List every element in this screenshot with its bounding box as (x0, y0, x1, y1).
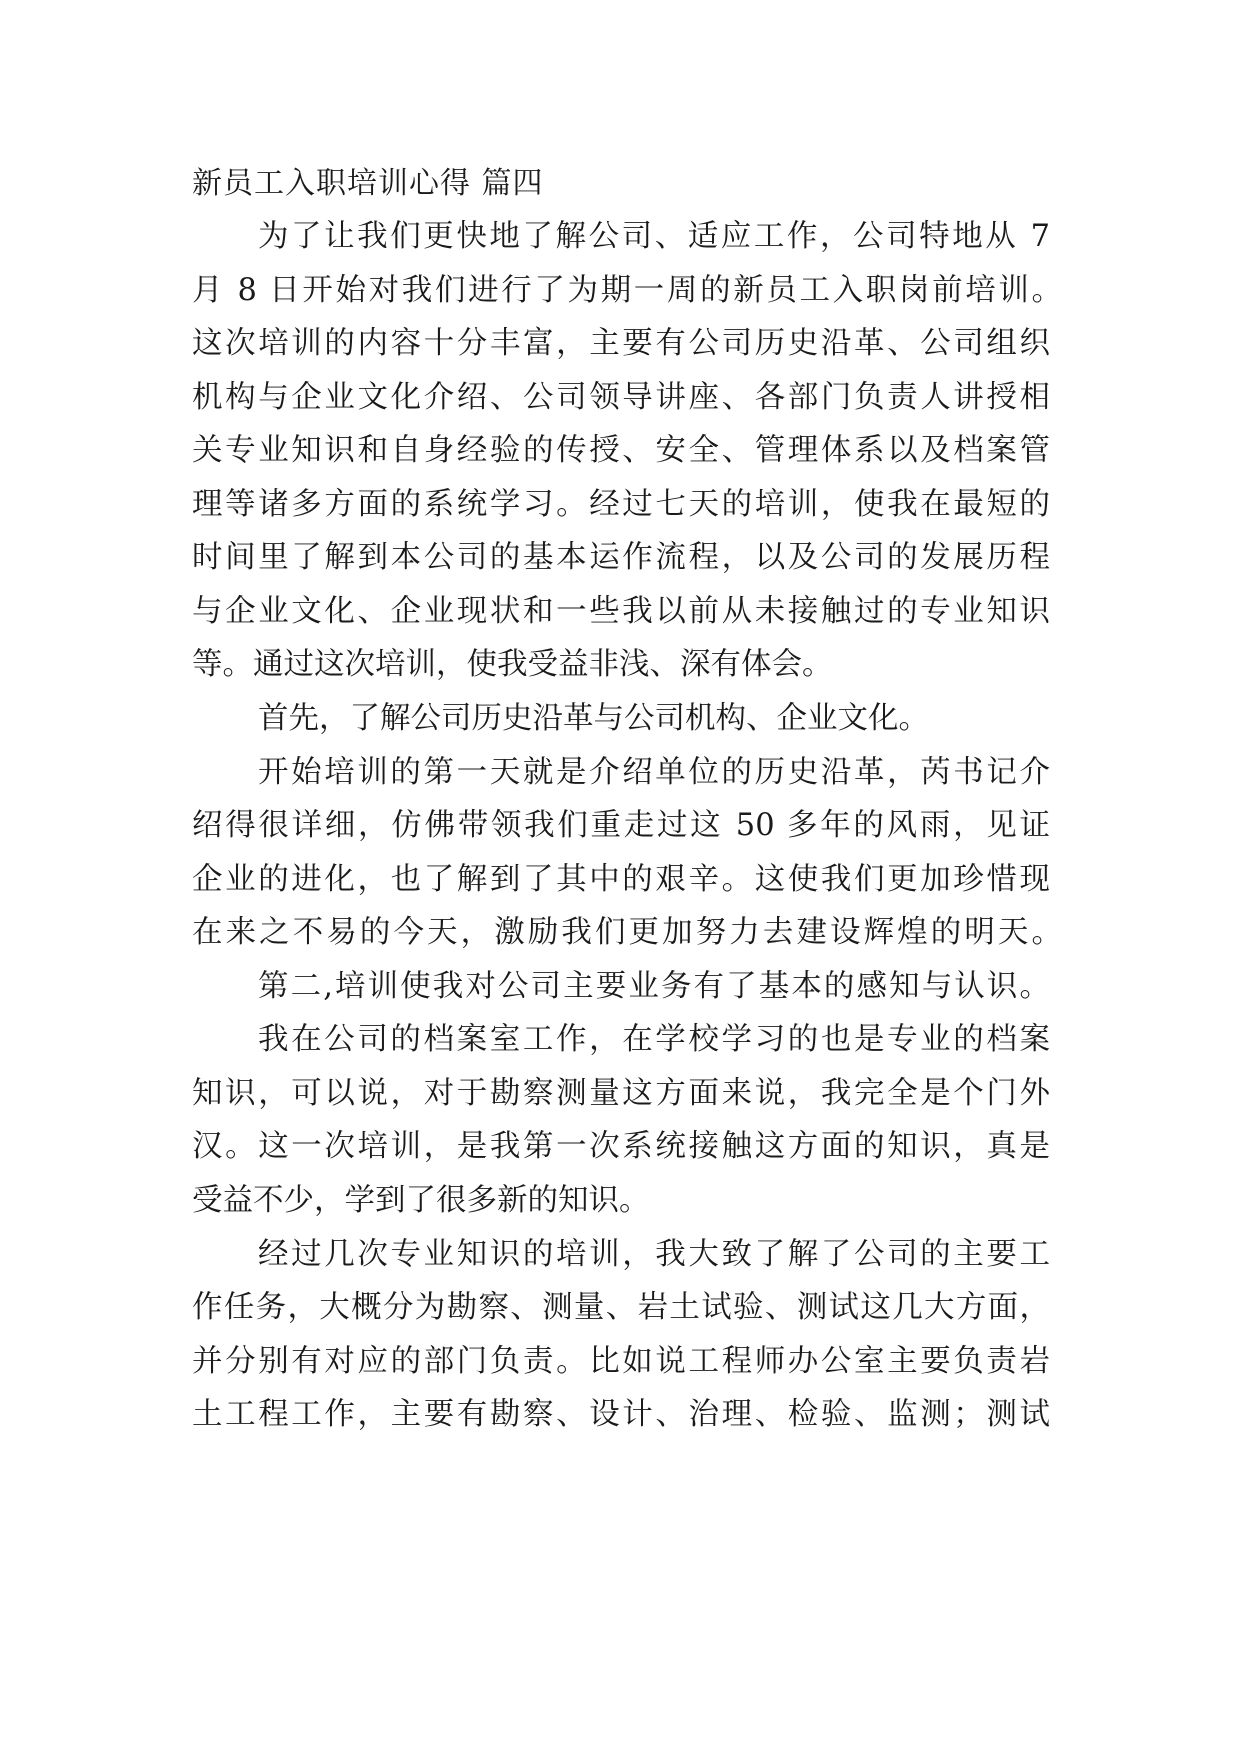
paragraph-line: 理等诸多方面的系统学习。经过七天的培训，使我在最短的 (192, 487, 1050, 522)
paragraph-line: 经过几次专业知识的培训，我大致了解了公司的主要工 (258, 1237, 1050, 1272)
paragraph-line: 受益不少，学到了很多新的知识。 (192, 1183, 650, 1218)
paragraph-line: 月 8 日开始对我们进行了为期一周的新员工入职岗前培训。 (192, 273, 1062, 308)
paragraph-line: 这次培训的内容十分丰富，主要有公司历史沿革、公司组织 (192, 326, 1050, 361)
paragraph-line: 第二,培训使我对公司主要业务有了基本的感知与认识。 (258, 969, 1050, 1004)
paragraph-line: 绍得很详细，仿佛带领我们重走过这 50 多年的风雨，见证 (192, 808, 1050, 843)
paragraph-line: 知识，可以说，对于勘察测量这方面来说，我完全是个门外 (192, 1076, 1050, 1111)
paragraph-line: 并分别有对应的部门负责。比如说工程师办公室主要负责岩 (192, 1344, 1050, 1379)
paragraph-line: 为了让我们更快地了解公司、适应工作，公司特地从 7 (258, 219, 1050, 254)
paragraph-line: 关专业知识和自身经验的传授、安全、管理体系以及档案管 (192, 433, 1050, 468)
paragraph-line: 时间里了解到本公司的基本运作流程，以及公司的发展历程 (192, 540, 1050, 575)
paragraph-line: 首先，了解公司历史沿革与公司机构、企业文化。 (258, 701, 929, 736)
paragraph-line: 开始培训的第一天就是介绍单位的历史沿革，芮书记介 (258, 755, 1050, 790)
paragraph-line: 汉。这一次培训，是我第一次系统接触这方面的知识，真是 (192, 1129, 1050, 1164)
paragraph-line: 作任务，大概分为勘察、测量、岩土试验、测试这几大方面， (192, 1290, 1050, 1325)
paragraph-line: 在来之不易的今天，激励我们更加努力去建设辉煌的明天。 (192, 915, 1062, 950)
paragraph-line: 等。通过这次培训，使我受益非浅、深有体会。 (192, 647, 833, 682)
paragraph-line: 我在公司的档案室工作，在学校学习的也是专业的档案 (258, 1022, 1050, 1057)
paragraph-line: 与企业文化、企业现状和一些我以前从未接触过的专业知识 (192, 594, 1050, 629)
paragraph-line: 企业的进化，也了解到了其中的艰辛。这使我们更加珍惜现 (192, 862, 1050, 897)
document-title: 新员工入职培训心得 篇四 (192, 166, 544, 201)
paragraph-line: 土工程工作，主要有勘察、设计、治理、检验、监测；测试 (192, 1397, 1050, 1432)
paragraph-line: 机构与企业文化介绍、公司领导讲座、各部门负责人讲授相 (192, 380, 1050, 415)
